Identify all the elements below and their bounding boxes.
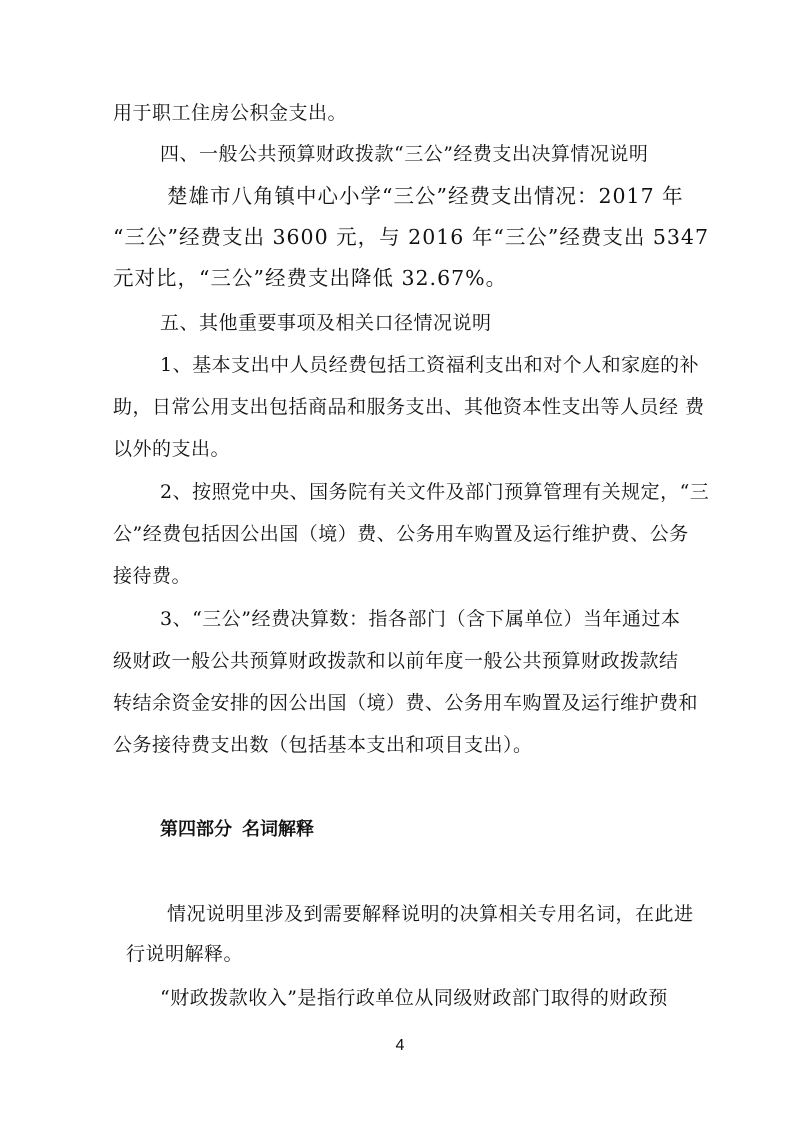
paragraph-line: 情况说明里涉及到需要解释说明的决算相关专用名词，在此进 xyxy=(167,903,694,925)
paragraph-line: 3、“三公”经费决算数：指各部门（含下属单位）当年通过本 xyxy=(160,608,681,630)
section-subheading: 五、其他重要事项及相关口径情况说明 xyxy=(160,312,492,334)
paragraph-line: “三公”经费支出 3600 元，与 2016 年“三公”经费支出 5347 xyxy=(113,225,710,249)
paragraph-line: 元对比，“三公”经费支出降低 32.67%。 xyxy=(113,266,508,290)
section-heading-title: 名词解释 xyxy=(242,819,314,840)
paragraph-line: 助，日常公用支出包括商品和服务支出、其他资本性支出等人员经 费 xyxy=(113,396,705,418)
paragraph-line: 公务接待费支出数（包括基本支出和项目支出）。 xyxy=(113,734,533,756)
section-heading xyxy=(160,817,314,843)
paragraph-line: 行说明解释。 xyxy=(126,943,244,965)
section-subheading: 四、一般公共预算财政拨款“三公”经费支出决算情况说明 xyxy=(160,143,649,165)
paragraph-line: 2、按照党中央、国务院有关文件及部门预算管理有关规定，“三 xyxy=(160,481,710,503)
paragraph-line: 以外的支出。 xyxy=(113,438,231,460)
paragraph-line: 1、基本支出中人员经费包括工资福利支出和对个人和家庭的补 xyxy=(160,354,700,376)
paragraph-line: 用于职工住房公积金支出。 xyxy=(113,102,348,124)
paragraph-line: 楚雄市八角镇中心小学“三公”经费支出情况：2017 年 xyxy=(167,184,684,208)
paragraph-line: 接待费。 xyxy=(113,565,192,587)
paragraph-line: “财政拨款收入”是指行政单位从同级财政部门取得的财政预 xyxy=(160,987,668,1009)
paragraph-line: 级财政一般公共预算财政拨款和以前年度一般公共预算财政拨款结 xyxy=(113,650,679,672)
paragraph-line: 转结余资金安排的因公出国（境）费、公务用车购置及运行维护费和 xyxy=(113,692,699,714)
paragraph-line: 公”经费包括因公出国（境）费、公务用车购置及运行维护费、公务 xyxy=(113,523,689,545)
page-number: 4 xyxy=(395,1037,405,1054)
section-heading-part: 第四部分 xyxy=(160,819,232,840)
